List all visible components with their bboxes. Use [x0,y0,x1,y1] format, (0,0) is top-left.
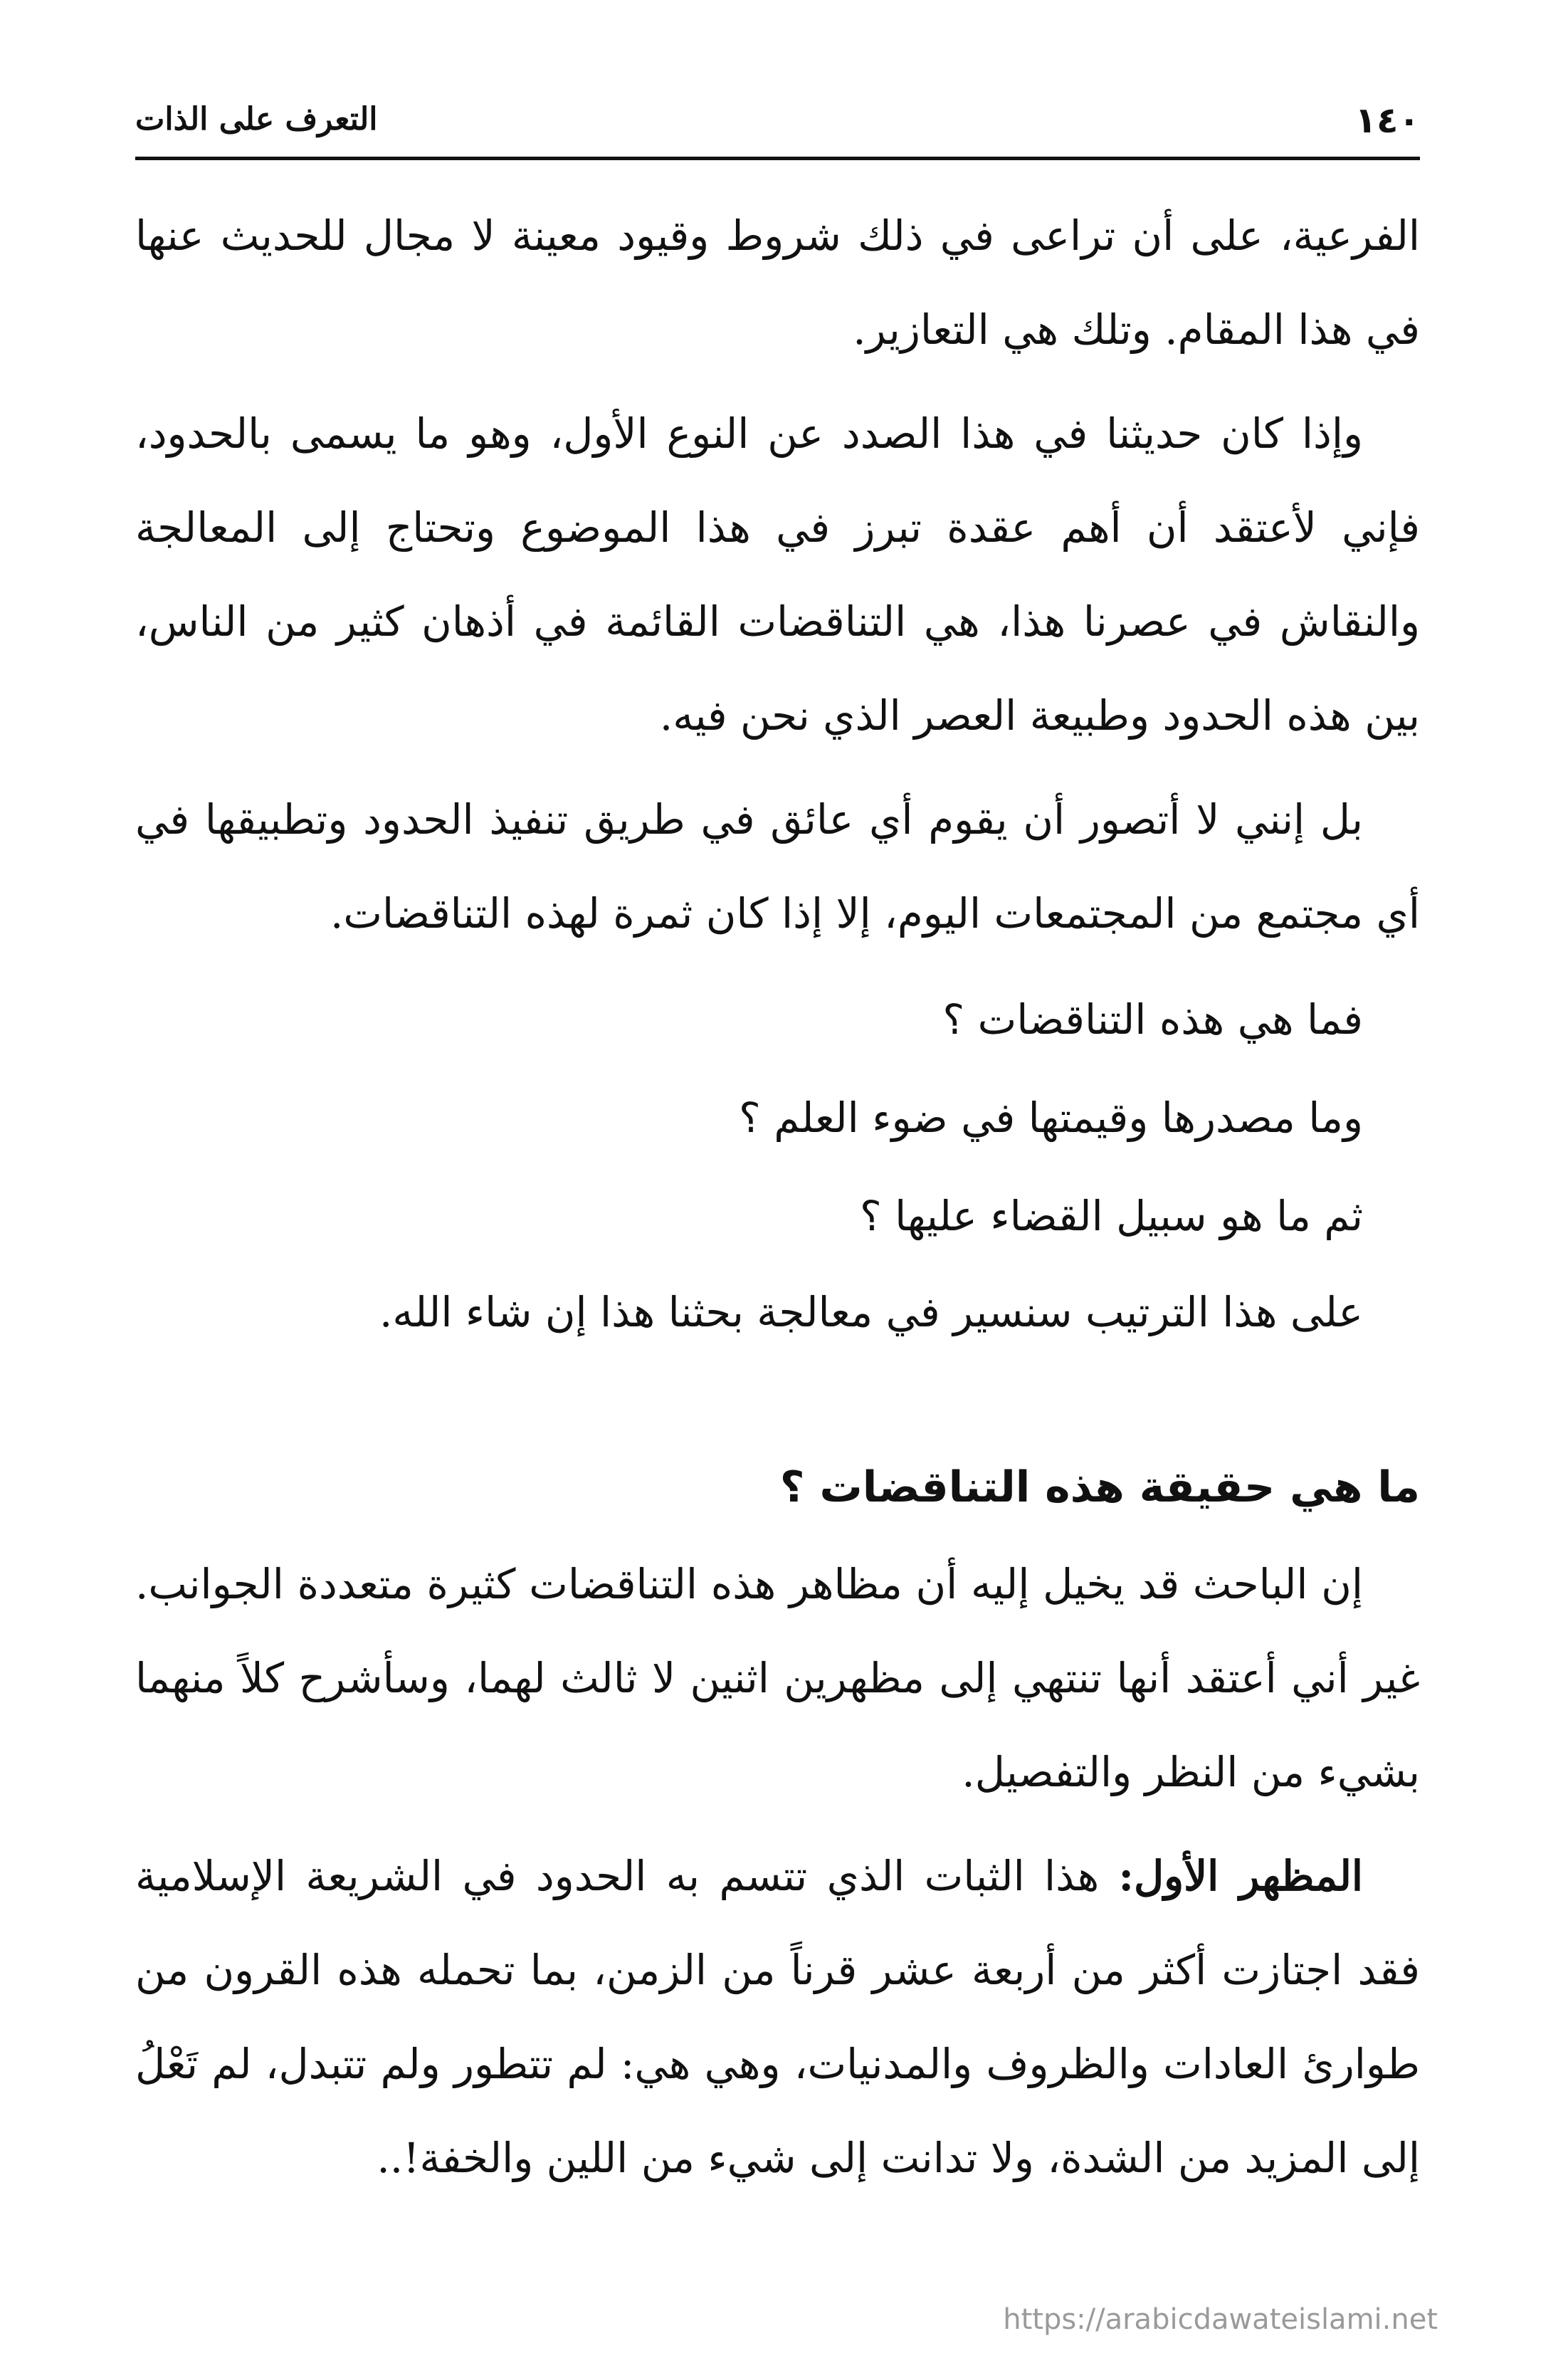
page-number: ١٤٠ [1354,100,1420,141]
paragraph: وإذا كان حديثنا في هذا الصدد عن النوع الأول، وهو ما يسمى بالحدود، فإني لأعتقد أن أهم عقدة تبرز في هذا الموضوع وتحتاج إلى المعالجة والنقاش في عصرنا هذا، هي التناقضات القائمة في أذهان كثير من الناس، بين هذه الحدود وطبيعة العصر الذي نحن فيه. [135,409,1421,740]
closing-line: على هذا الترتيب سنسير في معالجة بحثنا هذا إن شاء الله. [379,1288,1363,1336]
page-body [135,160,1420,2205]
paragraph-text: هذا الثبات الذي تتسم به الحدود في الشريعة الإسلامية فقد اجتازت أكثر من أربعة عشر قرناً من الزمن، بما تحمله هذه القرون من طوارئ العادات والظروف والمدنيات، وهي هي: لم تتطور ولم تتبدل، لم تَعْلُ إلى المزيد من الشدة، ولا تدانت إلى شيء من اللين والخفة!.. [135,1852,1420,2182]
section-heading: ما هي حقيقة هذه التناقضات ؟ [779,1462,1420,1512]
running-header [135,93,1420,160]
paragraph-lead: المظهر الأول: [1118,1852,1364,1900]
watermark-url: https://arabicdawateislami.net [1003,2303,1438,2336]
question-line: فما هي هذه التناقضات ؟ [942,995,1363,1044]
paragraph [135,1829,1420,2205]
book-page [135,93,1420,2300]
paragraph: بل إنني لا أتصور أن يقوم أي عائق في طريق تنفيذ الحدود وتطبيقها في أي مجتمع من المجتمعات اليوم، إلا إذا كان ثمرة لهذه التناقضات. [135,795,1420,938]
paragraph: إن الباحث قد يخيل إليه أن مظاهر هذه التناقضات كثيرة متعددة الجوانب. غير أني أعتقد أنها تنتهي إلى مظهرين اثنين لا ثالث لهما، وسأشرح كلاً منهما بشيء من النظر والتفصيل. [135,1560,1420,1796]
running-title: التعرف على الذات [135,101,378,137]
question-line: ثم ما هو سبيل القضاء عليها ؟ [859,1192,1363,1240]
paragraph-continuation: الفرعية، على أن تراعى في ذلك شروط وقيود معينة لا مجال للحديث عنها في هذا المقام. وتلك هي التعازير. [135,211,1420,354]
question-line: وما مصدرها وقيمتها في ضوء العلم ؟ [738,1094,1363,1142]
